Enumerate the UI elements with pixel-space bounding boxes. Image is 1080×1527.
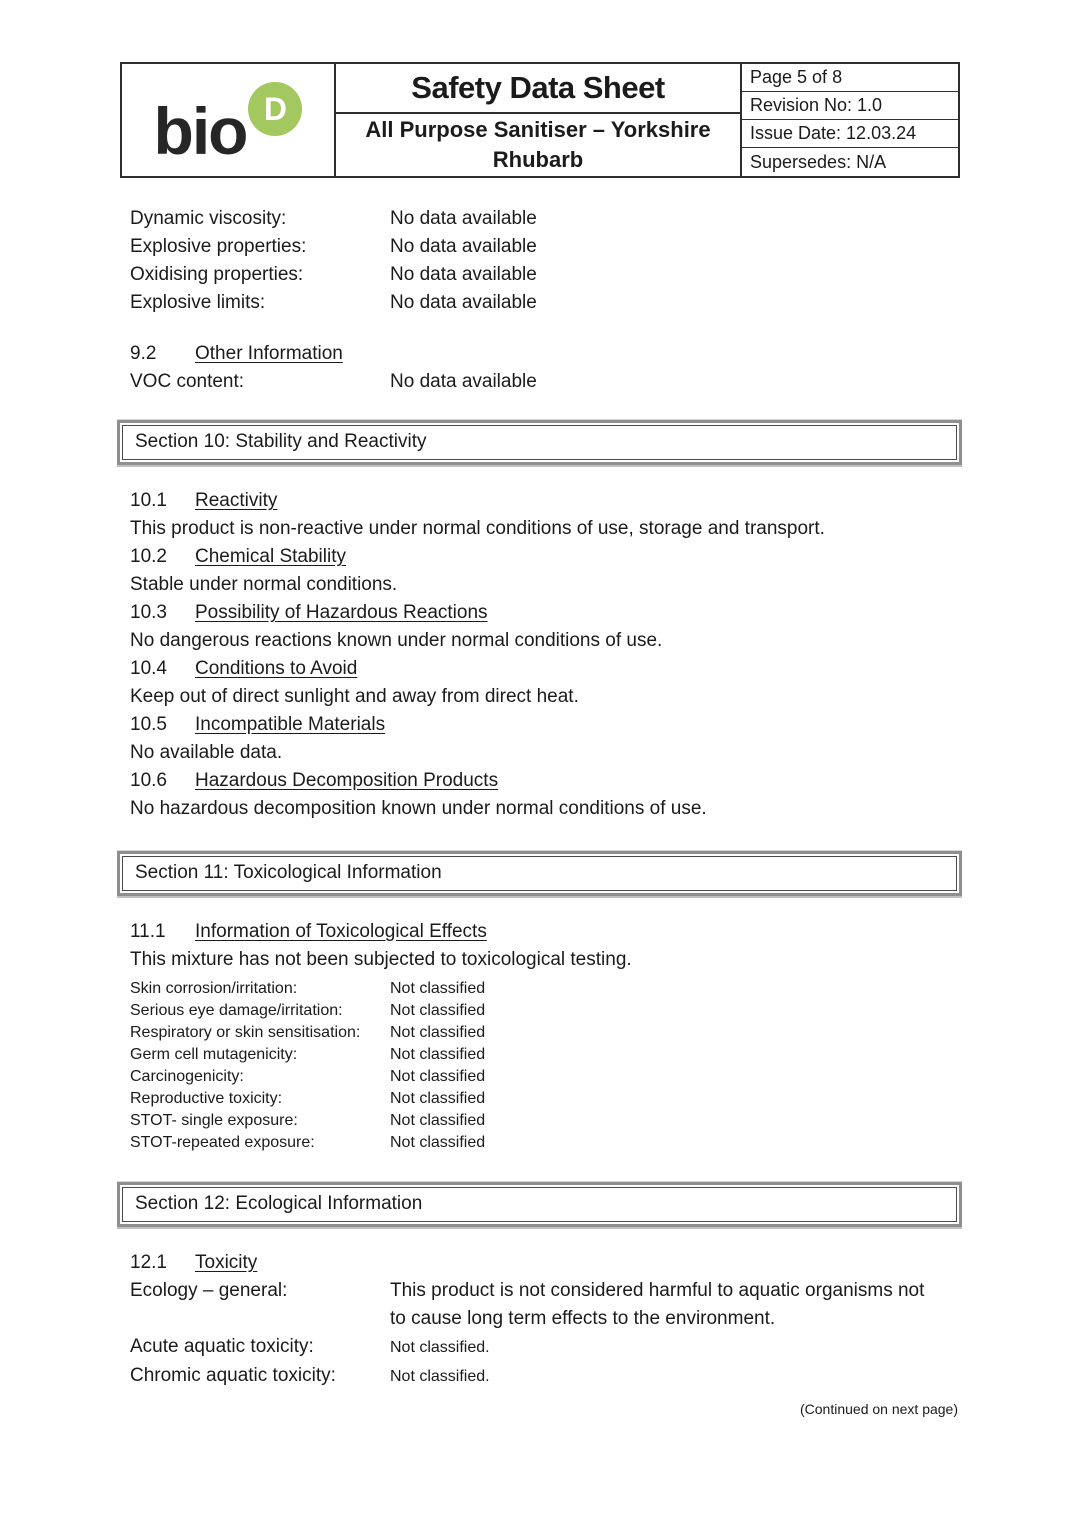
tox-row [130, 1088, 960, 1110]
subsection-title: Chemical Stability [195, 546, 346, 567]
subsection-text: No hazardous decomposition known under normal conditions of use. [130, 798, 707, 819]
subsection-title: Information of Toxicological Effects [195, 921, 487, 942]
aquatic-toxicity-label: Acute aquatic toxicity: [130, 1336, 314, 1357]
voc-label: VOC content: [130, 371, 245, 392]
voc-value: No data available [390, 371, 537, 392]
section-11-header-bar [117, 851, 962, 896]
tox-label: STOT-repeated exposure: [130, 1134, 315, 1151]
toxicology-table [130, 978, 960, 1154]
tox-label: Skin corrosion/irritation: [130, 980, 298, 997]
tox-value: Not classified [390, 1134, 486, 1151]
aquatic-toxicity-value: Not classified. [390, 1339, 490, 1356]
section-12-title: Section 12: Ecological Information [122, 1187, 957, 1222]
property-label: Explosive limits: [130, 292, 266, 313]
tox-row [130, 1066, 960, 1088]
tox-value: Not classified [390, 1002, 486, 1019]
section-12-header-bar [117, 1182, 962, 1227]
property-row [130, 205, 960, 233]
continued-note: (Continued on next page) [800, 1401, 958, 1417]
toxicology-intro: This mixture has not been subjected to toxicological testing. [130, 949, 632, 970]
subsection-title: Conditions to Avoid [195, 658, 358, 679]
issue-date: Issue Date: 12.03.24 [742, 120, 958, 148]
tox-row [130, 1044, 960, 1066]
tox-label: Carcinogenicity: [130, 1068, 244, 1085]
biod-logo: bio [153, 94, 247, 168]
biod-logo-d-badge: D [248, 82, 302, 136]
meta-cell [740, 64, 958, 176]
voc-row [130, 368, 960, 396]
property-label: Explosive properties: [130, 236, 307, 257]
subsection-number: 10.1 [130, 490, 167, 511]
subsection-heading-10-5 [130, 711, 960, 739]
subsection-heading-10-1 [130, 487, 960, 515]
tox-value: Not classified [390, 1046, 486, 1063]
section-10-title: Section 10: Stability and Reactivity [122, 425, 957, 460]
subsection-text: Keep out of direct sunlight and away from direct heat. [130, 686, 579, 707]
supersedes: Supersedes: N/A [750, 151, 887, 172]
subsection-title: Reactivity [195, 490, 278, 511]
property-value: No data available [390, 264, 537, 285]
tox-value: Not classified [390, 980, 486, 997]
subsection-number: 10.4 [130, 658, 167, 679]
logo-cell [122, 64, 336, 176]
property-row [130, 289, 960, 317]
page-content [120, 0, 960, 1417]
subsection-text: Stable under normal conditions. [130, 574, 398, 595]
ecology-row [130, 1277, 960, 1333]
property-value: No data available [390, 208, 537, 229]
subsection-text: This product is non-reactive under normal conditions of use, storage and transport. [130, 518, 825, 539]
subsection-number: 10.6 [130, 770, 167, 791]
product-name: All Purpose Sanitiser – Yorkshire Rhubarb [365, 117, 711, 172]
tox-row [130, 1110, 960, 1132]
subsection-title: Possibility of Hazardous Reactions [195, 602, 488, 623]
aquatic-toxicity-value: Not classified. [390, 1368, 490, 1385]
tox-row [130, 1022, 960, 1044]
tox-label: Serious eye damage/irritation: [130, 1002, 343, 1019]
document-header [120, 62, 960, 178]
subsection-number: 10.5 [130, 714, 167, 735]
subsection-text: No dangerous reactions known under normal conditions of use. [130, 630, 663, 651]
subsection-number: 11.1 [130, 921, 166, 942]
subsection-number: 12.1 [130, 1252, 167, 1273]
tox-label: Germ cell mutagenicity: [130, 1046, 298, 1063]
subsection-title: Toxicity [195, 1252, 258, 1273]
ecology-label: Ecology – general: [130, 1280, 288, 1301]
aquatic-toxicity-row [130, 1333, 960, 1362]
tox-value: Not classified [390, 1112, 486, 1129]
subsection-heading-10-2 [130, 543, 960, 571]
tox-label: Respiratory or skin sensitisation: [130, 1024, 361, 1041]
tox-value: Not classified [390, 1068, 486, 1085]
page-number: Page 5 of 8 [742, 64, 958, 92]
ecology-value: This product is not considered harmful to aquatic organisms not to cause long term effects to the environment. [390, 1280, 925, 1329]
property-row [130, 261, 960, 289]
subsection-heading-9-2 [130, 340, 960, 368]
section-10-content [130, 487, 960, 823]
subsection-title: Other Information [195, 343, 343, 364]
tox-label: Reproductive toxicity: [130, 1090, 283, 1107]
subsection-text: No available data. [130, 742, 283, 763]
title-cell [336, 64, 740, 176]
subsection-heading-10-3 [130, 599, 960, 627]
aquatic-toxicity-row [130, 1362, 960, 1391]
subsection-heading-12-1 [130, 1249, 960, 1277]
subsection-9-2 [130, 340, 960, 396]
tox-row [130, 978, 960, 1000]
tox-row [130, 1132, 960, 1154]
revision-number: Revision No: 1.0 [742, 92, 958, 120]
property-label: Oxidising properties: [130, 264, 304, 285]
subsection-title: Incompatible Materials [195, 714, 386, 735]
subsection-number: 10.3 [130, 602, 167, 623]
subsection-heading-10-6 [130, 767, 960, 795]
section-12-content [130, 1249, 960, 1391]
document-title: Safety Data Sheet [336, 64, 740, 114]
tox-row [130, 1000, 960, 1022]
subsection-title: Hazardous Decomposition Products [195, 770, 499, 791]
tox-label: STOT- single exposure: [130, 1112, 298, 1129]
property-value: No data available [390, 292, 537, 313]
subsection-number: 9.2 [130, 343, 157, 364]
tox-value: Not classified [390, 1090, 486, 1107]
tox-value: Not classified [390, 1024, 486, 1041]
section-11-title: Section 11: Toxicological Information [122, 856, 957, 891]
subsection-heading-10-4 [130, 655, 960, 683]
aquatic-toxicity-label: Chromic aquatic toxicity: [130, 1365, 336, 1386]
section-10-header-bar [117, 420, 962, 465]
physical-properties-list [130, 205, 960, 317]
property-value: No data available [390, 236, 537, 257]
section-11-content [130, 918, 960, 1154]
subsection-number: 10.2 [130, 546, 167, 567]
property-label: Dynamic viscosity: [130, 208, 287, 229]
subsection-heading-11-1 [130, 918, 960, 946]
property-row [130, 233, 960, 261]
